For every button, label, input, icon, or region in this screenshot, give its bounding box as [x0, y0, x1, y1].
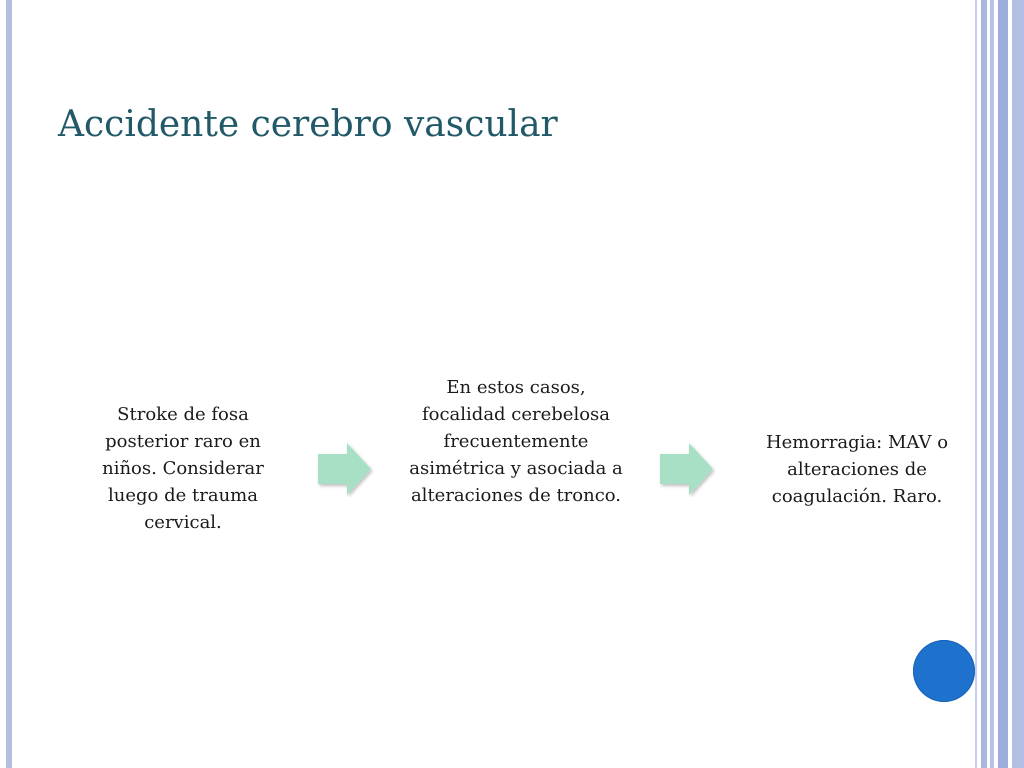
flow-step-3: Hemorragia: MAV o alteraciones de coagulación. Raro. [765, 432, 949, 507]
right-arrow-icon [658, 441, 716, 497]
right-decorative-stripe [998, 0, 1008, 768]
right-decorative-stripe [981, 0, 987, 768]
accent-circle [913, 640, 975, 702]
flow-step-1: Stroke de fosa posterior raro en niños. Considerar luego de trauma cervical. [102, 404, 264, 533]
slide-title: Accidente cerebro vascular [58, 104, 558, 145]
right-decorative-stripe [990, 0, 994, 768]
right-decorative-stripe [975, 0, 977, 768]
flow-step-2: En estos casos, focalidad cerebelosa frecuentemente asimétrica y asociada a alteraciones de tronco. [409, 377, 623, 506]
right-decorative-stripe [1012, 0, 1024, 768]
right-arrow-icon [316, 441, 374, 497]
left-decorative-bar [6, 0, 12, 768]
